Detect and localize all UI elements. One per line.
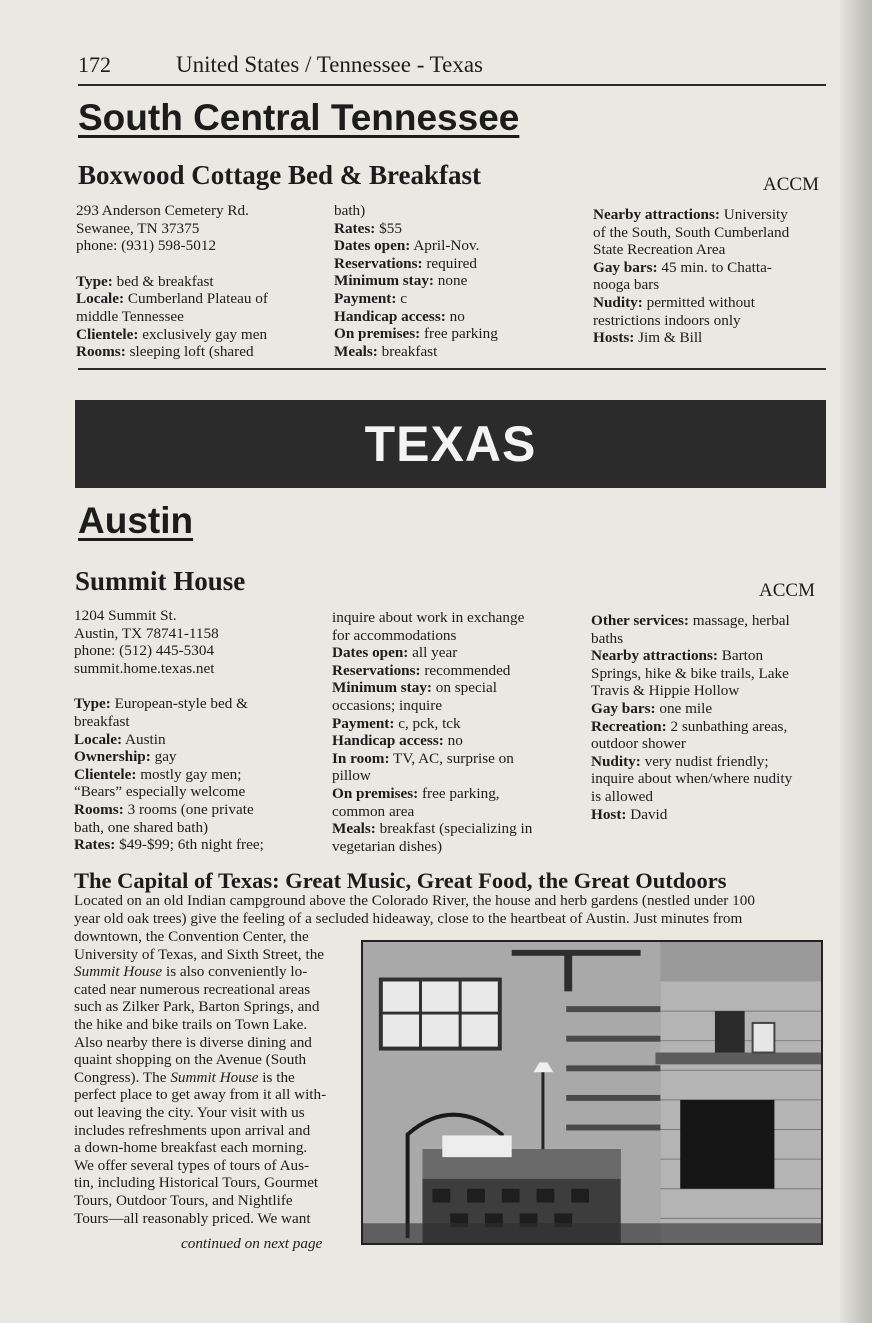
detail-line [334, 325, 498, 343]
detail-line [332, 644, 532, 662]
boxwood-details-column-3 [593, 206, 789, 347]
article-headline: The Capital of Texas: Great Music, Great Food, the Great Outdoors [74, 868, 727, 893]
field-value: State Recreation Area [593, 241, 726, 259]
summit-address-and-details [74, 607, 264, 854]
spacer [76, 255, 268, 273]
field-value: 45 min. to Chatta- [657, 258, 772, 276]
body-line [74, 963, 326, 981]
detail-line [334, 308, 498, 326]
field-value: bed & breakfast [112, 272, 214, 290]
italic-name: Summit House [170, 1068, 259, 1086]
detail-line [76, 290, 268, 308]
field-label: Clientele: [76, 325, 139, 343]
detail-line [593, 329, 789, 347]
summit-details-column-2 [332, 609, 532, 855]
state-banner: TEXAS [75, 400, 826, 488]
field-value: Barton [717, 647, 764, 665]
detail-line [74, 783, 264, 801]
italic-name: Summit House [74, 963, 163, 981]
summit-details-column-3 [591, 612, 792, 823]
detail-line [74, 731, 264, 749]
field-label: Minimum stay: [334, 272, 434, 290]
detail-line [332, 679, 532, 697]
detail-line [593, 241, 789, 259]
field-value: inquire about when/where nudity [591, 770, 793, 788]
field-label: Host: [591, 805, 627, 823]
field-value: pillow [332, 767, 371, 785]
detail-line [591, 647, 792, 665]
field-label: Nudity: [593, 293, 643, 311]
detail-line [334, 290, 498, 308]
address-line: Sewanee, TN 37375 [76, 219, 200, 237]
field-value: $49-$99; 6th night free; [115, 836, 264, 854]
detail-line [593, 206, 789, 224]
field-label: Reservations: [334, 254, 423, 272]
continued-note: continued on next page [181, 1235, 323, 1252]
detail-line [591, 700, 792, 718]
detail-line [74, 766, 264, 784]
field-value: 2 sunbathing areas, [666, 717, 788, 735]
field-value: middle Tennessee [76, 307, 184, 325]
body-line: downtown, the Convention Center, the [74, 928, 309, 945]
region-heading-south-central-tennessee: South Central Tennessee [78, 97, 520, 138]
detail-line [332, 627, 532, 645]
boxwood-details-column-2 [334, 202, 498, 360]
field-label: Recreation: [591, 717, 667, 735]
address-line: phone: (512) 445-5304 [74, 642, 215, 660]
detail-line [591, 682, 792, 700]
detail-line [74, 836, 264, 854]
field-label: On premises: [332, 784, 419, 802]
field-value: no [443, 732, 463, 750]
detail-line [593, 294, 789, 312]
field-label: In room: [332, 749, 390, 767]
field-label: Locale: [74, 730, 123, 748]
field-label: Handicap access: [334, 307, 446, 325]
field-value: free parking [420, 325, 498, 343]
body-line: University of Texas, and Sixth Street, the [74, 945, 325, 963]
field-value: vegetarian dishes) [332, 837, 443, 855]
field-label: Ownership: [74, 748, 151, 766]
address-line: Austin, TX 78741-1158 [74, 624, 219, 642]
field-label: Rooms: [76, 343, 126, 361]
article-body [74, 928, 326, 1227]
field-value: required [422, 254, 477, 272]
body-line: cated near numerous recreational areas [74, 980, 311, 998]
field-value: baths [591, 629, 624, 647]
detail-line [76, 308, 268, 326]
detail-line [591, 735, 792, 753]
field-value: occasions; inquire [332, 696, 443, 714]
listing-tag-summit: ACCM [759, 580, 815, 601]
field-value: free parking, [418, 784, 500, 802]
detail-line [591, 665, 792, 683]
detail-line [332, 697, 532, 715]
field-value: nooga bars [593, 276, 660, 294]
detail-line [334, 255, 498, 273]
field-value: c, pck, tck [394, 714, 461, 732]
region-heading-austin: Austin [78, 500, 194, 541]
detail-line [74, 819, 264, 837]
body-line: the hike and bike trails on Town Lake. [74, 1015, 308, 1033]
body-line: Tours—all reasonably priced. We want [74, 1209, 311, 1227]
field-label: Nearby attractions: [591, 647, 718, 665]
field-value: bath, one shared bath) [74, 818, 209, 836]
detail-line [332, 838, 532, 856]
field-value: outdoor shower [591, 735, 686, 753]
listing-tag-boxwood: ACCM [763, 174, 819, 195]
address-line: 1204 Summit St. [74, 607, 177, 624]
body-line: out leaving the city. Your visit with us [74, 1103, 305, 1121]
header-rule [78, 84, 826, 86]
field-label: Reservations: [332, 661, 421, 679]
address-line: summit.home.texas.net [74, 659, 215, 677]
field-value: University [719, 206, 788, 223]
body-line: such as Zilker Park, Barton Springs, and [74, 998, 320, 1016]
detail-line [74, 801, 264, 819]
body-line: We offer several types of tours of Aus- [74, 1156, 310, 1174]
field-value: Cumberland Plateau of [124, 290, 268, 308]
field-value: on special [431, 679, 497, 697]
field-value: Austin [122, 730, 166, 748]
detail-line [334, 202, 498, 220]
field-value: exclusively gay men [138, 325, 268, 343]
field-value: common area [332, 802, 415, 820]
field-value: Springs, hike & bike trails, Lake [591, 664, 789, 682]
page-header [78, 52, 826, 80]
field-label: Dates open: [332, 644, 409, 662]
detail-line [591, 753, 792, 771]
detail-line [332, 785, 532, 803]
listing-name-summit-house: Summit House [75, 566, 246, 596]
field-label: Meals: [334, 342, 378, 360]
detail-line [591, 718, 792, 736]
window [381, 980, 500, 1049]
running-title: United States / Tennessee - Texas [176, 52, 483, 77]
text-segment: is also conveniently lo- [162, 963, 308, 981]
field-label: Clientele: [74, 765, 137, 783]
field-value: breakfast [74, 712, 130, 730]
field-value: breakfast [377, 342, 438, 360]
detail-line [74, 713, 264, 731]
field-label: Type: [74, 695, 111, 713]
address-line: 293 Anderson Cemetery Rd. [76, 202, 249, 219]
detail-line [332, 732, 532, 750]
body-line: Tours, Outdoor Tours, and Nightlife [74, 1191, 293, 1209]
field-value: massage, herbal [688, 612, 790, 629]
field-label: Rates: [334, 219, 376, 237]
field-label: Handicap access: [332, 732, 444, 750]
field-label: Payment: [332, 714, 395, 732]
detail-line [332, 662, 532, 680]
field-value: restrictions indoors only [593, 311, 741, 329]
field-label: Locale: [76, 290, 125, 308]
detail-line [76, 343, 268, 361]
field-value: TV, AC, surprise on [389, 749, 514, 767]
spacer [74, 677, 264, 695]
detail-line [593, 312, 789, 330]
detail-line [332, 609, 532, 627]
body-line: Also nearby there is diverse dining and [74, 1033, 312, 1051]
text-segment: is the [258, 1068, 295, 1086]
listing-name-boxwood-cottage: Boxwood Cottage Bed & Breakfast [78, 160, 481, 190]
page-number: 172 [78, 52, 111, 77]
field-value: Travis & Hippie Hollow [591, 682, 740, 700]
field-value: inquire about work in exchange [332, 609, 525, 626]
field-value: all year [408, 644, 458, 662]
body-line [74, 1069, 326, 1087]
fireplace [655, 981, 821, 1243]
field-label: Minimum stay: [332, 679, 432, 697]
field-value: recommended [420, 661, 511, 679]
detail-line [334, 220, 498, 238]
body-line: year old oak trees) give the feeling of a secluded hideaway, close to the heartbeat of Austin. Just minutes from [74, 909, 743, 927]
body-line: Located on an old Indian campground above the Colorado River, the house and herb gardens (nestled under 100 [74, 892, 755, 909]
field-label: Hosts: [593, 329, 635, 347]
detail-line [334, 343, 498, 361]
detail-line [591, 806, 792, 824]
detail-line [332, 803, 532, 821]
field-value: Jim & Bill [634, 329, 703, 347]
field-value: no [445, 307, 465, 325]
detail-line [76, 326, 268, 344]
field-value: European-style bed & [110, 695, 248, 713]
boxwood-address-and-details [76, 202, 268, 361]
detail-line [593, 259, 789, 277]
section-rule [78, 368, 826, 370]
field-label: Type: [76, 272, 113, 290]
detail-line [332, 767, 532, 785]
field-label: Nearby attractions: [593, 206, 720, 223]
field-label: Dates open: [334, 237, 411, 255]
detail-line [591, 612, 792, 630]
detail-line [74, 748, 264, 766]
detail-line [76, 273, 268, 291]
detail-line [334, 272, 498, 290]
detail-line [591, 630, 792, 648]
field-value: “Bears” especially welcome [74, 783, 246, 801]
field-label: Rates: [74, 836, 116, 854]
field-value: bath) [334, 202, 366, 219]
detail-line [74, 695, 264, 713]
field-label: Meals: [332, 820, 376, 838]
field-value: none [433, 272, 468, 290]
field-label: Payment: [334, 289, 397, 307]
field-value: breakfast (specializing in [375, 820, 533, 838]
field-label: Gay bars: [591, 699, 656, 717]
detail-line [591, 788, 792, 806]
bedroom-photo [361, 940, 823, 1245]
detail-line [593, 276, 789, 294]
field-value: mostly gay men; [136, 765, 242, 783]
field-value: April-Nov. [410, 237, 480, 255]
field-label: Nudity: [591, 752, 641, 770]
book-gutter-shadow [840, 0, 872, 1323]
field-value: c [396, 289, 407, 307]
field-value: $55 [375, 219, 402, 237]
body-line: quaint shopping on the Avenue (South [74, 1051, 307, 1069]
body-line: includes refreshments upon arrival and [74, 1121, 311, 1139]
text-segment: Congress). The [74, 1068, 171, 1086]
field-label: Rooms: [74, 800, 124, 818]
field-value: David [626, 805, 668, 823]
detail-line [591, 770, 792, 788]
detail-line [332, 750, 532, 768]
article-intro [74, 892, 755, 927]
field-value: permitted without [642, 293, 755, 311]
body-line: tin, including Historical Tours, Gourmet [74, 1174, 319, 1192]
detail-line [334, 237, 498, 255]
field-value: is allowed [591, 787, 654, 805]
field-value: one mile [655, 699, 713, 717]
detail-line [332, 820, 532, 838]
field-value: for accommodations [332, 626, 457, 644]
detail-line [332, 715, 532, 733]
field-value: of the South, South Cumberland [593, 223, 790, 241]
body-line: perfect place to get away from it all with- [74, 1086, 327, 1104]
field-label: Other services: [591, 612, 689, 629]
field-value: gay [150, 748, 177, 766]
field-value: sleeping loft (shared [125, 343, 254, 361]
field-value: very nudist friendly; [640, 752, 769, 770]
detail-line [593, 224, 789, 242]
field-label: Gay bars: [593, 258, 658, 276]
field-label: On premises: [334, 325, 421, 343]
address-line: phone: (931) 598-5012 [76, 237, 217, 255]
body-line: a down-home breakfast each morning. [74, 1139, 308, 1157]
field-value: 3 rooms (one private [123, 800, 254, 818]
